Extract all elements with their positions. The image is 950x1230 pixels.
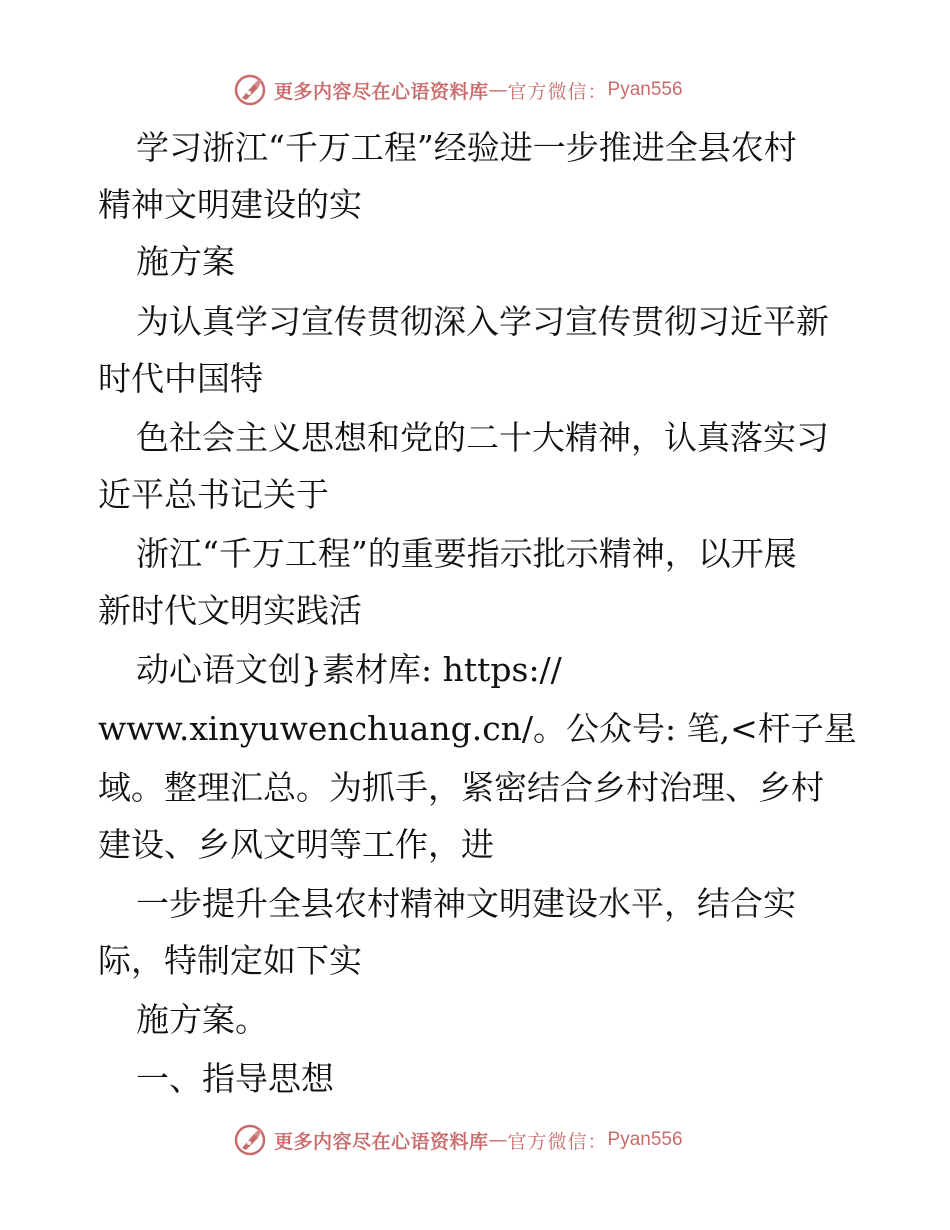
text-line: 近平总书记关于: [98, 475, 329, 514]
watermark-contact-label: 官方微信：: [507, 1130, 608, 1153]
section-heading: 一、指导思想: [136, 1059, 334, 1098]
watermark-dash: —: [488, 79, 508, 101]
text-line: 一步提升全县农村精神文明建设水平，结合实: [136, 884, 796, 923]
text-line: 新时代文明实践活: [98, 591, 362, 630]
text-line: 精神文明建设的实: [98, 185, 362, 224]
watermark-dash: —: [488, 1129, 508, 1151]
text-line: 建设、乡风文明等工作，进: [98, 825, 494, 864]
text-line: 色社会主义思想和党的二十大精神，认真落实习: [136, 418, 829, 457]
text-line: 施方案。: [136, 1000, 268, 1039]
text-line: 时代中国特: [98, 359, 263, 398]
watermark-contact-id: Pyan556: [607, 79, 683, 100]
pen-nib-logo-icon: [232, 72, 268, 108]
text-line: 动心语文创}素材库: https://: [136, 650, 562, 689]
header-watermark: [232, 70, 683, 110]
watermark-contact-label: 官方微信：: [507, 80, 608, 103]
text-line: 域。整理汇总。为抓手，紧密结合乡村治理、乡村: [98, 768, 824, 807]
text-line: 际，特制定如下实: [98, 941, 362, 980]
footer-watermark: [232, 1120, 683, 1160]
pen-nib-logo-icon: [232, 1122, 268, 1158]
text-line: 浙江“千万工程”的重要指示批示精神，以开展: [136, 534, 797, 573]
text-line: www.xinyuwenchuang.cn/。公众号: 笔,<杆子星: [98, 709, 857, 748]
watermark-brand: 更多内容尽在心语资料库: [274, 80, 489, 103]
watermark-contact-id: Pyan556: [607, 1129, 683, 1150]
text-line: 学习浙江“千万工程”经验进一步推进全县农村: [136, 128, 797, 167]
text-line: 为认真学习宣传贯彻深入学习宣传贯彻习近平新: [136, 302, 829, 341]
watermark-brand: 更多内容尽在心语资料库: [274, 1130, 489, 1153]
text-line: 施方案: [136, 242, 235, 281]
